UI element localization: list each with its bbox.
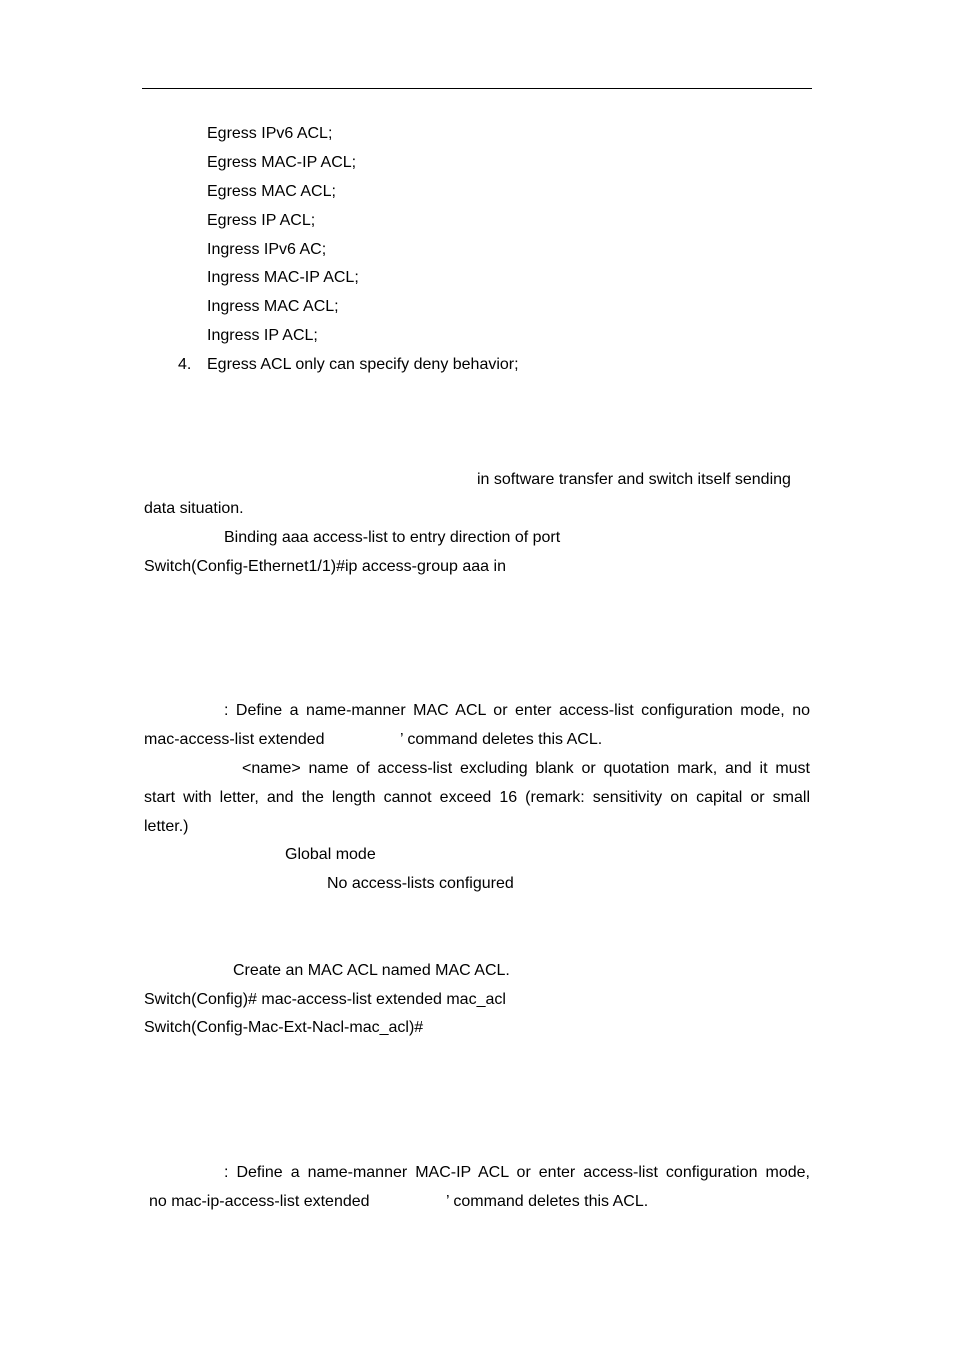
example-text: Create an MAC ACL named MAC ACL.: [233, 962, 510, 979]
list-item: Egress IP ACL;: [207, 212, 316, 229]
list-item: Egress IPv6 ACL;: [207, 125, 333, 142]
default-text: No access-lists configured: [327, 875, 514, 892]
function-text: ’ command deletes this ACL.: [400, 731, 603, 748]
command-mode-text: Global mode: [285, 846, 376, 863]
list-item: Ingress IPv6 AC;: [207, 241, 327, 258]
function-text: ’ command deletes this ACL.: [446, 1193, 649, 1210]
list-item: Ingress MAC-IP ACL;: [207, 269, 359, 286]
function-text: mac-access-list extended: [144, 731, 325, 748]
example-code: Switch(Config-Ethernet1/1)#ip access-group aaa in: [144, 558, 506, 575]
parameter-text: letter.): [144, 818, 189, 835]
example-code: Switch(Config)# mac-access-list extended mac_acl: [144, 991, 506, 1008]
list-item: Egress ACL only can specify deny behavior;: [207, 356, 519, 373]
example-code: Switch(Config-Mac-Ext-Nacl-mac_acl)#: [144, 1019, 424, 1036]
parameter-text: start with letter, and the length cannot exceed 16 (remark: sensitivity on capital or small: [144, 789, 810, 806]
parameter-text: <name> name of access-list excluding blank or quotation mark, and it must: [242, 760, 810, 777]
list-item: Ingress MAC ACL;: [207, 298, 339, 315]
function-text: no mac-ip-access-list extended: [149, 1193, 370, 1210]
function-text: : Define a name-manner MAC-IP ACL or enter access-list configuration mode,: [224, 1164, 810, 1181]
usage-text: data situation.: [144, 500, 244, 517]
function-text: : Define a name-manner MAC ACL or enter access-list configuration mode, no: [224, 702, 810, 719]
list-number: 4.: [178, 356, 192, 373]
usage-text: in software transfer and switch itself sending: [477, 471, 791, 488]
list-item: Ingress IP ACL;: [207, 327, 318, 344]
example-text: Binding aaa access-list to entry direction of port: [224, 529, 561, 546]
list-item: Egress MAC ACL;: [207, 183, 336, 200]
list-item: Egress MAC-IP ACL;: [207, 154, 357, 171]
header-rule: [142, 88, 812, 89]
